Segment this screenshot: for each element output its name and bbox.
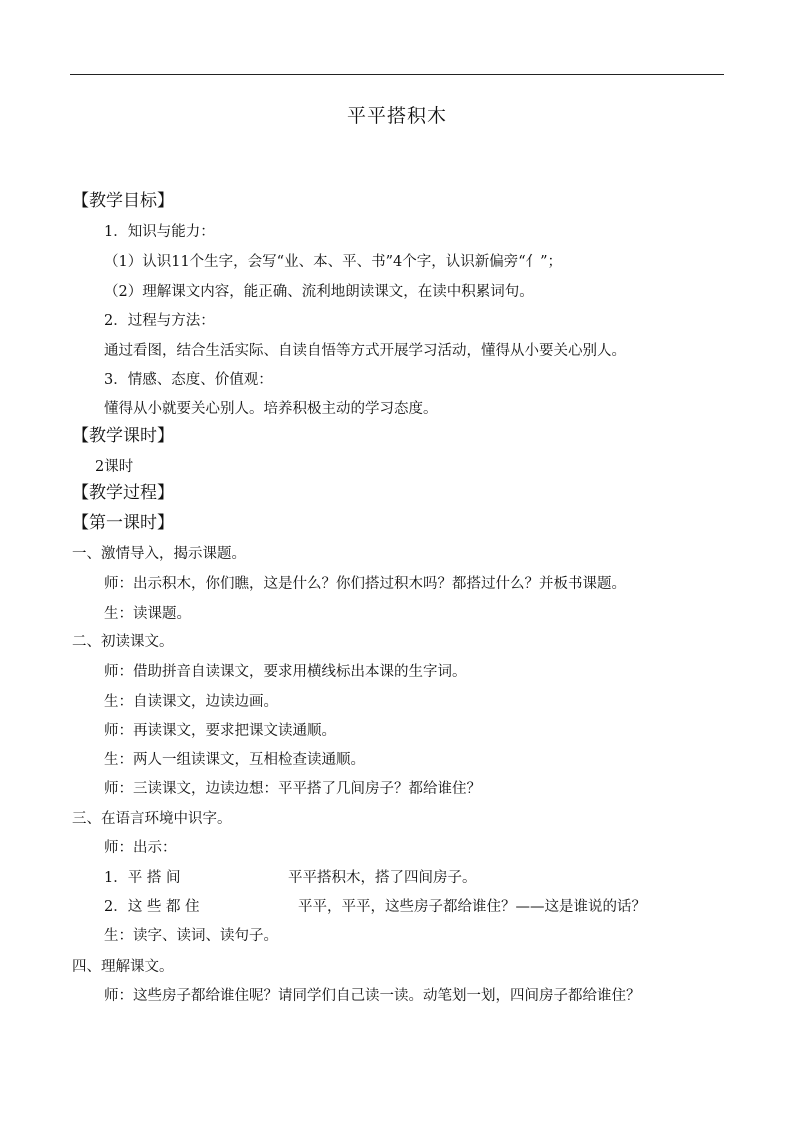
goal-knowledge-heading: 1．知识与能力：: [104, 224, 215, 240]
goal-process-text: 通过看图，结合生活实际、自读自悟等方式开展学习活动，懂得从小要关心别人。: [104, 343, 626, 359]
step-3-title: 三、在语言环境中识字。: [72, 811, 232, 827]
step-4-title: 四、理解课文。: [72, 959, 174, 975]
step-2-teacher-1: 师：借助拼音自读课文，要求用横线标出本课的生字词。: [104, 664, 467, 680]
header-rule: [70, 74, 724, 75]
step-2-teacher-3: 师：三读课文，边读边想：平平搭了几间房子？都给谁住？: [104, 781, 481, 797]
step-1-teacher: 师：出示积木，你们瞧，这是什么？你们搭过积木吗？都搭过什么？并板书课题。: [104, 576, 626, 592]
section-heading-first-lesson: 【第一课时】: [72, 513, 174, 533]
step-2-teacher-2: 师：再读课文，要求把课文读通顺。: [104, 723, 336, 739]
goal-emotion-text: 懂得从小就要关心别人。培养积极主动的学习态度。: [104, 401, 438, 417]
step-2-student-2: 生：两人一组读课文，互相检查读通顺。: [104, 752, 365, 768]
hours-text: 2课时: [95, 459, 134, 475]
step-3-teacher: 师：出示：: [104, 840, 177, 856]
step-3-item-2-words: 2．这 些 都 住: [104, 899, 200, 915]
goal-knowledge-item-2: （2）理解课文内容，能正确、流利地朗读课文，在读中积累词句。: [104, 284, 534, 300]
section-heading-goals: 【教学目标】: [72, 191, 174, 211]
step-2-student-1: 生：自读课文，边读边画。: [104, 694, 278, 710]
step-3-item-1-sentence: 平平搭积木，搭了四间房子。: [288, 870, 477, 886]
step-1-title: 一、激情导入，揭示课题。: [72, 546, 246, 562]
goal-process-heading: 2．过程与方法：: [104, 313, 215, 329]
step-3-item-2-sentence: 平平，平平，这些房子都给谁住？——这是谁说的话？: [298, 899, 646, 915]
page-title: 平平搭积木: [346, 105, 447, 127]
goal-emotion-heading: 3．情感、态度、价值观：: [104, 372, 273, 388]
section-heading-hours: 【教学课时】: [72, 426, 174, 446]
step-3-student: 生：读字、读词、读句子。: [104, 928, 278, 944]
step-1-student: 生：读课题。: [104, 606, 191, 622]
section-heading-process: 【教学过程】: [72, 483, 174, 503]
step-3-item-1-words: 1．平 搭 间: [104, 870, 181, 886]
goal-knowledge-item-1: （1）认识11个生字，会写“业、本、平、书”4个字，认识新偏旁“亻”；: [104, 254, 563, 270]
step-4-teacher: 师：这些房子都给谁住呢？请同学们自己读一读。动笔划一划，四间房子都给谁住？: [104, 988, 641, 1004]
step-2-title: 二、初读课文。: [72, 634, 174, 650]
